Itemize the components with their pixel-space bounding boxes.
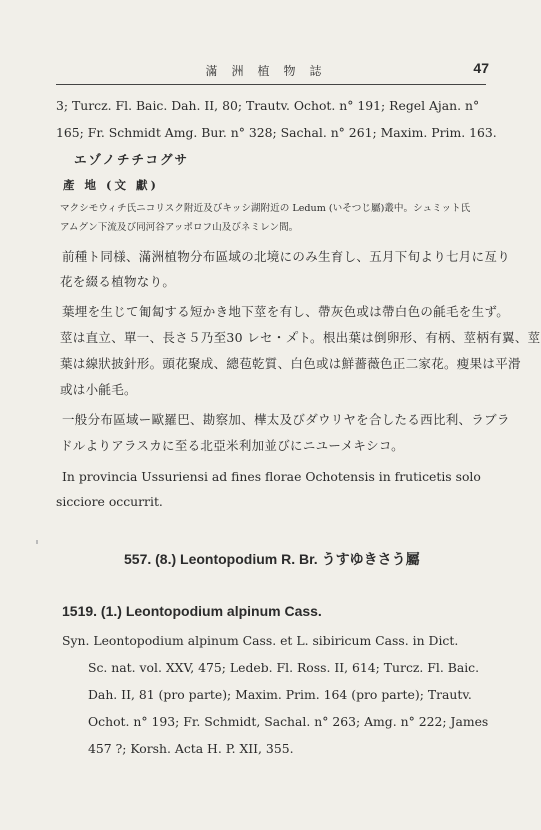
description-paragraph-2-line-1: 葉埋を生じて匍匐する短かき地下莖を有し、帶灰色或は帶白色の毹毛を生ず。 [62,304,510,319]
distribution-line-1: 一般分布區域ー歐羅巴、勘察加、樺太及びダウリヤを合したる西比利、ラブラ [62,412,510,427]
synonymy-line-3: Dah. II, 81 (pro parte); Maxim. Prim. 164 (pro parte); Trautv. [88,687,472,702]
japanese-plant-name: エゾノチチコグサ [74,152,190,167]
genus-heading: 557. (8.) Leontopodium R. Br. うすゆきさう屬 [124,551,420,567]
header-rule [56,84,486,85]
reference-line-2: 165; Fr. Schmidt Amg. Bur. n° 328; Sachal. n° 261; Maxim. Prim. 163. [56,125,497,140]
description-paragraph-1-line-2: 花を綴る植物なり。 [60,274,176,289]
distribution-line-2: ドルよりアラスカに至る北亞米利加並びにニユーメキシコ。 [60,438,404,453]
page-speck [36,540,38,544]
description-paragraph-1-line-1: 前種ト同様、滿洲植物分布區域の北境にのみ生育し、五月下旬より七月に亙り [62,249,511,264]
description-paragraph-2-line-4: 或は小毹毛。 [60,382,137,397]
habitat-line-1: マクシモウィチ氏ニコリスク附近及びキッシ湖附近の Ledum (いそつじ屬)叢中。シュミット氏 [60,203,471,214]
synonymy-line-2: Sc. nat. vol. XXV, 475; Ledeb. Fl. Ross. II, 614; Turcz. Fl. Baic. [88,660,480,675]
synonymy-line-4: Ochot. n° 193; Fr. Schmidt, Sachal. n° 263; Amg. n° 222; James [88,714,489,729]
reference-line-1: 3; Turcz. Fl. Baic. Dah. II, 80; Trautv. Ochot. n° 191; Regel Ajan. n° [56,98,480,113]
running-header-title: 滿洲植物誌 [205,64,336,78]
page-number: 47 [473,60,489,76]
species-heading: 1519. (1.) Leontopodium alpinum Cass. [62,603,322,619]
description-paragraph-2-line-3: 葉は線狀披針形。頭花聚成、總苞乾質、白色或は鮮薔薇色正二家花。瘦果は平滑 [60,356,521,371]
synonymy-line-5: 457 ?; Korsh. Acta H. P. XII, 355. [88,741,294,756]
habitat-heading: 產 地 (文 獻) [63,178,159,192]
latin-note-line-2: sicciore occurrit. [56,494,163,509]
description-paragraph-2-line-2: 莖は直立、單一、長さ５乃至30 レセ・メ゚ト。根出葉は倒卵形、有柄、莖柄有翼、莖 [60,330,541,345]
synonymy-line-1: Syn. Leontopodium alpinum Cass. et L. sibiricum Cass. in Dict. [62,633,459,648]
habitat-line-2: アムグン下流及び同河谷アッポロフ山及びネミレン間。 [60,222,299,233]
latin-note-line-1: In provincia Ussuriensi ad fines florae Ochotensis in fruticetis solo [62,469,481,484]
